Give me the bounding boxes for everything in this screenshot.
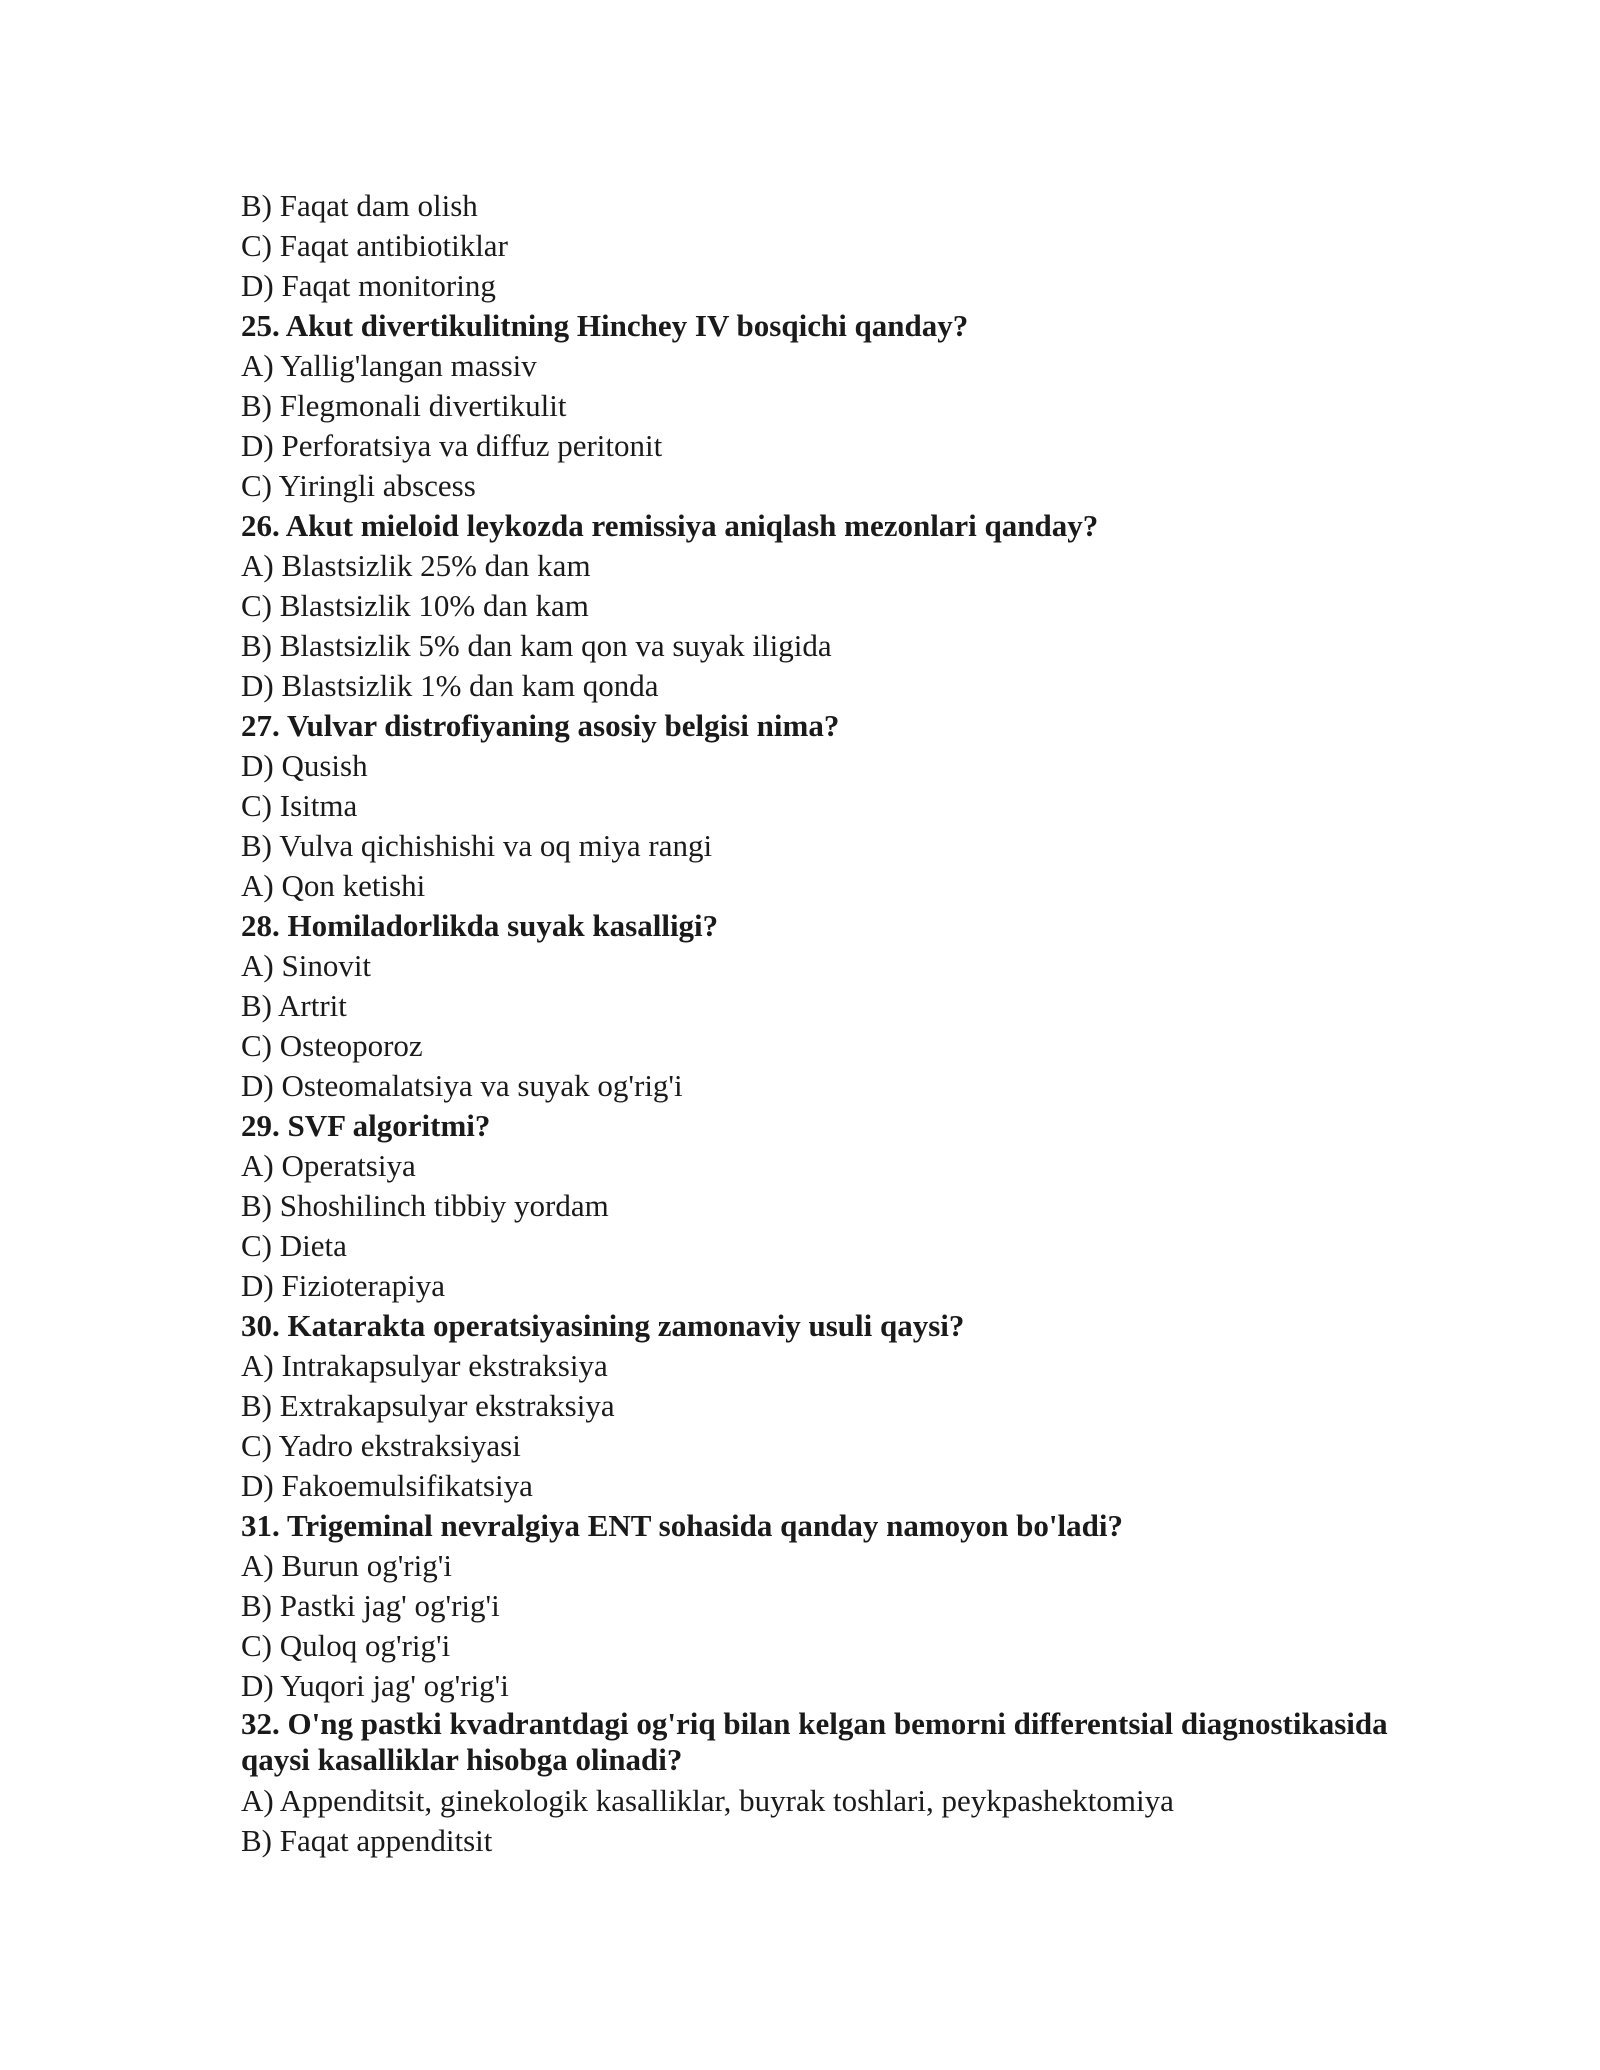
answer-option: A) Appenditsit, ginekologik kasalliklar, buyrak toshlari, peykpashektomiya: [241, 1783, 1174, 1818]
answer-option: D) Faqat monitoring: [241, 268, 496, 303]
answer-option: B) Faqat appenditsit: [241, 1823, 493, 1858]
answer-option: A) Sinovit: [241, 948, 372, 983]
answer-option: B) Artrit: [241, 988, 347, 1023]
answer-option: C) Blastsizlik 10% dan kam: [241, 588, 589, 623]
answer-option: A) Burun og'rig'i: [241, 1548, 452, 1583]
answer-option: D) Fizioterapiya: [241, 1268, 446, 1303]
answer-option: A) Intrakapsulyar ekstraksiya: [241, 1348, 608, 1383]
question-heading: 30. Katarakta operatsiyasining zamonaviy usuli qaysi?: [241, 1308, 965, 1343]
answer-option: B) Blastsizlik 5% dan kam qon va suyak iligida: [241, 628, 832, 663]
answer-option: A) Yallig'langan massiv: [241, 348, 537, 383]
answer-option: B) Extrakapsulyar ekstraksiya: [241, 1388, 615, 1423]
answer-option: D) Qusish: [241, 748, 368, 783]
answer-option: B) Vulva qichishishi va oq miya rangi: [241, 828, 713, 863]
answer-option: D) Osteomalatsiya va suyak og'rig'i: [241, 1068, 683, 1103]
question-heading: 31. Trigeminal nevralgiya ENT sohasida qanday namoyon bo'ladi?: [241, 1508, 1123, 1543]
question-heading: 29. SVF algoritmi?: [241, 1108, 491, 1143]
answer-option: D) Yuqori jag' og'rig'i: [241, 1668, 509, 1703]
answer-option: D) Fakoemulsifikatsiya: [241, 1468, 533, 1503]
answer-option: A) Operatsiya: [241, 1148, 416, 1183]
answer-option: C) Quloq og'rig'i: [241, 1628, 451, 1663]
answer-option: B) Faqat dam olish: [241, 188, 478, 223]
document-page: [241, 186, 1441, 1861]
answer-option: A) Qon ketishi: [241, 868, 426, 903]
answer-option: A) Blastsizlik 25% dan kam: [241, 548, 591, 583]
answer-option: C) Faqat antibiotiklar: [241, 228, 508, 263]
answer-option: D) Blastsizlik 1% dan kam qonda: [241, 668, 659, 703]
question-heading: 27. Vulvar distrofiyaning asosiy belgisi nima?: [241, 708, 840, 743]
question-heading: 26. Akut mieloid leykozda remissiya aniqlash mezonlari qanday?: [241, 508, 1099, 543]
question-heading: 28. Homiladorlikda suyak kasalligi?: [241, 908, 719, 943]
answer-option: C) Osteoporoz: [241, 1028, 423, 1063]
answer-option: C) Dieta: [241, 1228, 347, 1263]
answer-option: D) Perforatsiya va diffuz peritonit: [241, 428, 663, 463]
question-heading: 25. Akut divertikulitning Hinchey IV bosqichi qanday?: [241, 308, 969, 343]
answer-option: C) Isitma: [241, 788, 358, 823]
answer-option: C) Yadro ekstraksiyasi: [241, 1428, 521, 1463]
answer-option: B) Flegmonali divertikulit: [241, 388, 567, 423]
answer-option: B) Shoshilinch tibbiy yordam: [241, 1188, 609, 1223]
answer-option: C) Yiringli abscess: [241, 468, 476, 503]
question-heading: 32. O'ng pastki kvadrantdagi og'riq bilan kelgan bemorni differentsial diagnostikasida qaysi kasalliklar hisobga olinadi?: [241, 1706, 1388, 1777]
answer-option: B) Pastki jag' og'rig'i: [241, 1588, 500, 1623]
